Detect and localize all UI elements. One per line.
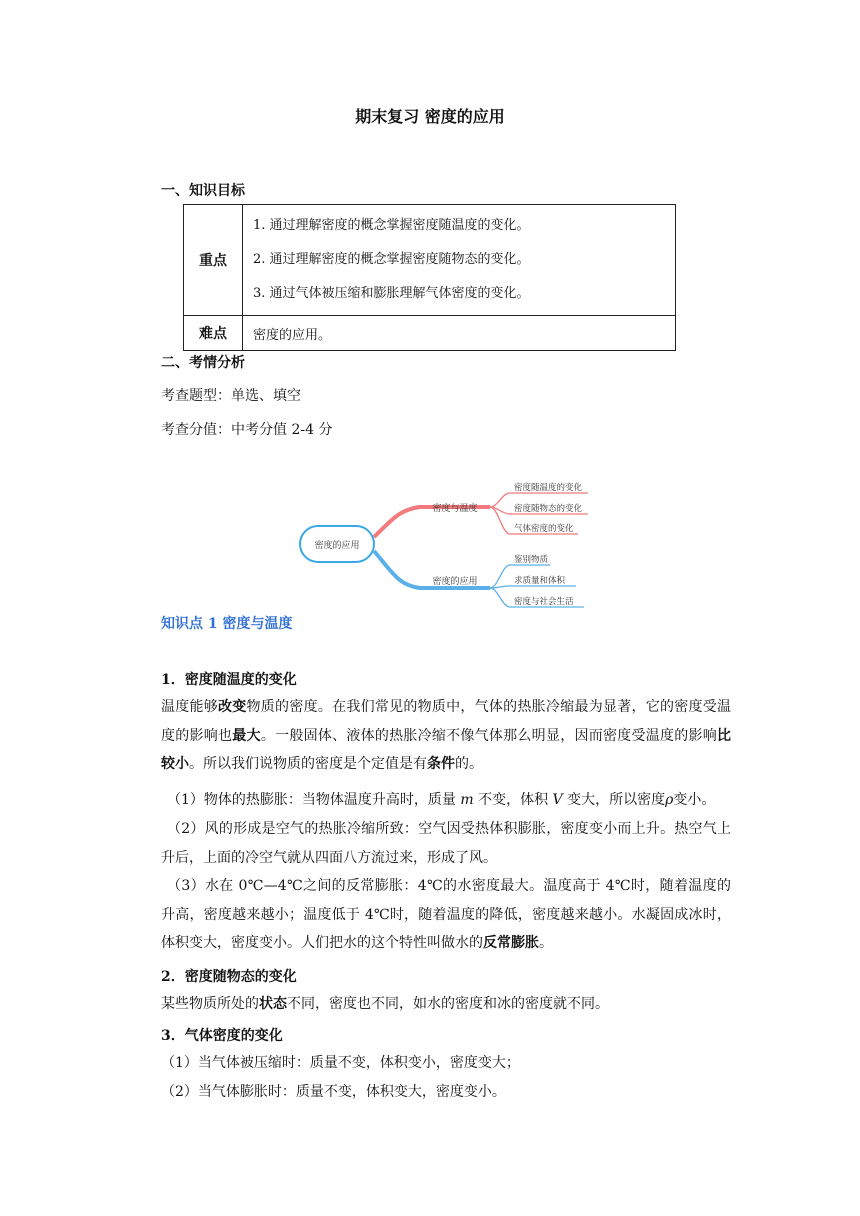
difficulty-text: 密度的应用。 (243, 316, 676, 351)
mindmap-leaf: 密度与社会生活 (514, 597, 574, 607)
paragraph-wind: （2）风的形成是空气的热胀冷缩所致：空气因受热体积膨胀，密度变小而上升。热空气上升后，上面的冷空气就从四面八方流过来，形成了风。 (161, 821, 731, 866)
section-heading-analysis: 二、考情分析 (161, 355, 245, 371)
question-types: 考查题型：单选、填空 (161, 388, 301, 404)
subheading-temperature: 1．密度随温度的变化 (161, 672, 297, 688)
difficulty-label: 难点 (184, 316, 243, 351)
gas-expansion-line: （2）当气体膨胀时：质量不变，体积变大，密度变小。 (161, 1084, 506, 1100)
mindmap-leaf: 密度随物态的变化 (514, 504, 583, 514)
subheading-state: 2．密度随物态的变化 (161, 969, 297, 985)
mindmap-upper-label: 密度与温度 (432, 504, 478, 514)
score-range: 考查分值：中考分值 2-4 分 (161, 422, 333, 438)
gas-compression-line: （1）当气体被压缩时：质量不变，体积变小，密度变大； (161, 1055, 520, 1071)
paragraph-water-anomaly: （3）水在 0℃—4℃之间的反常膨胀：4℃的水密度最大。温度高于 4℃时，随着温度的升高，密度越来越小；温度低于 4℃时，随着温度的降低，密度越来越小。水凝固成冰时，体积变大，密度变小。人们把水的这个特性叫做水的反常膨胀。 (161, 878, 731, 952)
section-heading-goals: 一、知识目标 (161, 183, 245, 199)
mindmap-leaf: 密度随温度的变化 (514, 483, 583, 493)
mindmap-leaf: 求质量和体积 (514, 576, 566, 586)
key-label: 重点 (184, 205, 243, 316)
paragraph-state: 某些物质所处的状态不同，密度也不同，如水的密度和冰的密度就不同。 (161, 996, 609, 1012)
paragraph-temperature: 温度能够改变物质的密度。在我们常见的物质中，气体的热胀冷缩最为显著，它的密度受温度的影响也最大。一般固体、液体的热胀冷缩不像气体那么明显，因而密度受温度的影响比较小。所以我们说物质的密度是个定值是有条件的。 (161, 699, 732, 773)
mindmap-leaf: 鉴别物质 (514, 555, 549, 565)
page-title: 期末复习 密度的应用 (355, 107, 505, 126)
mindmap-lower-label: 密度的应用 (432, 577, 478, 587)
paragraph-thermal-expansion: （1）物体的热膨胀：当物体温度升高时，质量 m 不变，体积 V 变大，所以密度ρ变小。 (167, 792, 716, 808)
mindmap-center-label: 密度的应用 (314, 541, 360, 551)
knowledge-point-title: 知识点 1 密度与温度 (161, 616, 293, 632)
key-item-3: 3. 通过气体被压缩和膨胀理解气体密度的变化。 (253, 286, 530, 301)
mindmap-leaf: 气体密度的变化 (514, 524, 574, 534)
key-item-2: 2. 通过理解密度的概念掌握密度随物态的变化。 (253, 252, 530, 267)
subheading-gas: 3．气体密度的变化 (161, 1028, 283, 1044)
key-item-1: 1. 通过理解密度的概念掌握密度随温度的变化。 (253, 218, 530, 233)
